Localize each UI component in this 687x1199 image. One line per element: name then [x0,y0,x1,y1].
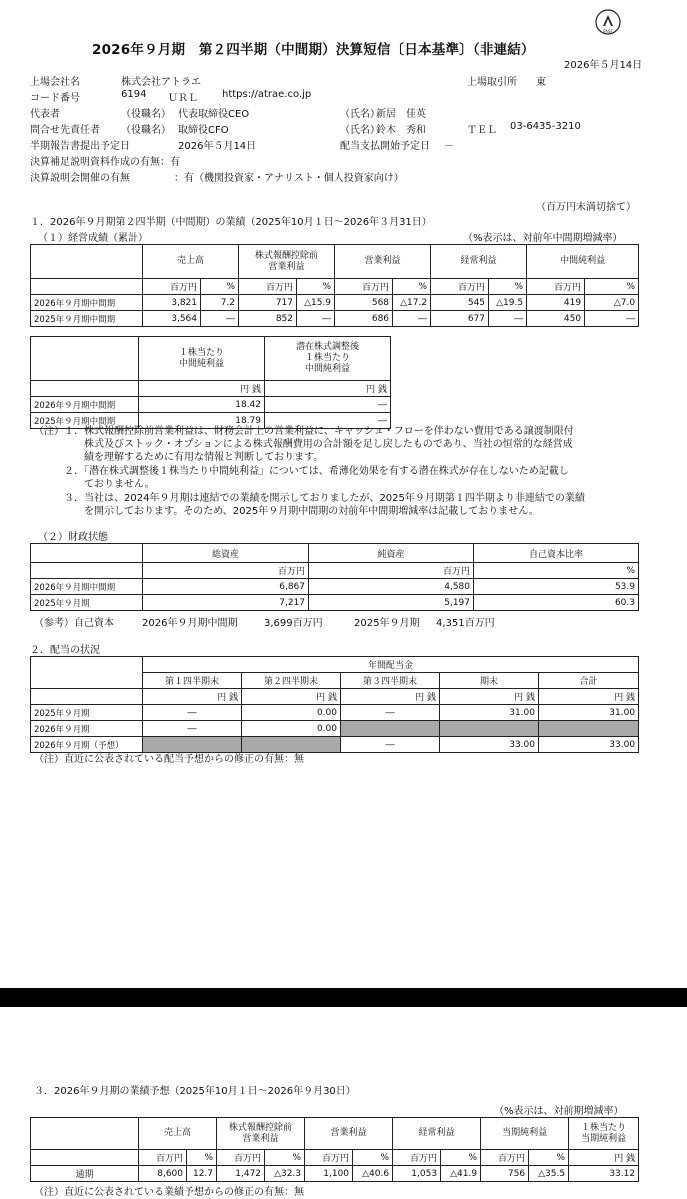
table-row: 2025年９月期 7,217 5,197 60.3 [31,595,639,611]
exchange-value: 東 [536,77,546,88]
table-row: 2026年９月期中間期 3,821 7.2 717 △15.9 568 △17.2 545 △19.5 419 △7.0 [31,295,639,311]
unit: 円 銭 [539,689,639,705]
header-sales: 売上高 [143,245,239,279]
unit: % [489,279,527,295]
note-line: ておりません。 [84,479,155,490]
header-q3: 第３四半期末 [341,673,440,689]
contact-label: 問合せ先責任者 [30,125,100,136]
unit: 百万円 [139,1150,187,1166]
unit: 百万円 [143,563,309,579]
unit: % [585,279,639,295]
header-op-income: 営業利益 [305,1118,393,1150]
header-pre-sbc-op: 株式報酬控除前 営業利益 [239,245,335,279]
note-line: ２．「潜在株式調整後１株当たり中間純利益」については、希薄化効果を有する潜在株式が存在しないため記載し [64,466,569,477]
header-eps: １株当たり 中間純利益 [139,337,265,381]
table-row: 通期 8,600 12.7 1,472 △32.3 1,100 △40.6 1,053 △41.9 756 △35.5 33.12 [31,1166,639,1182]
header-net-income: 中間純利益 [527,245,639,279]
briefing-value: ：有（機関投資家・アナリスト・個人投資家向け） [174,173,404,184]
header-ordinary-income: 経常利益 [393,1118,481,1150]
forecast-table [30,1117,639,1182]
financial-position-table [30,543,639,611]
note-line: ３．当社は、2024年９月期は連結での業績を開示しておりましたが、2025年９月期第１四半期より非連結での業績 [64,493,585,504]
section3-title: ３．2026年９月期の業績予想（2025年10月１日～2026年９月30日） [34,1086,356,1097]
section1-title: １．2026年９月期第２四半期（中間期）の業績（2025年10月１日～2026年３月31日） [30,217,432,228]
contact-title-value: 取締役CFO [178,125,229,136]
report-date: 2026年５月14日 [564,60,643,71]
table-row: 2025年９月期中間期 3,564 ― 852 ― 686 ― 677 ― 450 ― [31,311,639,327]
unit: 円 銭 [569,1150,639,1166]
contact-name-label: （氏名） [340,125,380,136]
company-value: 株式会社アトラエ [121,77,201,88]
header-total: 合計 [539,673,639,689]
unit: 百万円 [217,1150,265,1166]
header-year-end: 期末 [440,673,539,689]
rep-title-label: （役職名） [121,109,171,120]
header-net-assets: 純資産 [309,544,474,563]
unit: 百万円 [527,279,585,295]
header-eps: １株当たり 当期純利益 [569,1118,639,1150]
header-annual-dividend: 年間配当金 [143,657,639,673]
ref-label: （参考）自己資本 [34,618,114,629]
header-op-income: 営業利益 [335,245,431,279]
report-date-label: 半期報告書提出予定日 [30,141,130,152]
company-label: 上場会社名 [30,77,80,88]
unit: % [187,1150,217,1166]
dividend-start-value: － [444,141,454,152]
unit: 円 銭 [265,381,391,397]
section1-sub1-title: （１）経営成績（累計） [38,233,148,244]
unit: 円 銭 [440,689,539,705]
supplementary-label: 決算補足説明資料作成の有無：有 [30,157,180,168]
unit: % [201,279,239,295]
rep-label: 代表者 [30,109,60,120]
code-value: 6194 [121,89,147,100]
unit: % [441,1150,481,1166]
ref-b-label: 2025年９月期 [354,618,420,629]
section3-note-right: （%表示は、対前期増減率） [494,1106,624,1117]
table-row: 2026年９月期（予想） ― 33.00 33.00 [31,737,639,753]
page-title: 2026年９月期 第２四半期（中間期）決算短信〔日本基準〕（非連結） [92,42,535,58]
note-line: （注）１．株式報酬控除前営業利益は、財務会計上の営業利益に、キャッシュ・フローを伴わない費用である譲渡制限付 [34,426,574,437]
table-row: 2025年９月期 ― 0.00 ― 31.00 31.00 [31,705,639,721]
ref-a-label: 2026年９月期中間期 [142,618,238,629]
unit: 百万円 [393,1150,441,1166]
unit: % [353,1150,393,1166]
table-row: 2025年９月期中間期 18.79 ― [31,413,391,429]
table-row: 2026年９月期 ― 0.00 [31,721,639,737]
header-diluted-eps: 潜在株式調整後 １株当たり 中間純利益 [265,337,391,381]
unit: 円 銭 [139,381,265,397]
unit: 円 銭 [143,689,242,705]
header-q1: 第１四半期末 [143,673,242,689]
unit: 円 銭 [242,689,341,705]
unit: % [474,563,639,579]
contact-name-value: 鈴木 秀和 [376,125,426,136]
unit: 百万円 [481,1150,529,1166]
code-label: コード番号 [30,93,80,104]
rep-name-value: 新居 佳英 [376,109,426,120]
unit: 百万円 [143,279,201,295]
tel-label: ＴＥＬ [467,125,497,136]
rep-name-label: （氏名） [340,109,380,120]
section1-sub1-note: （%表示は、対前年中間期増減率） [463,233,623,244]
fasf-logo-icon [594,8,622,39]
header-blank [31,245,143,279]
table-row: 2026年９月期中間期 18.42 ― [31,397,391,413]
exchange-label: 上場取引所 [467,77,517,88]
unit: % [265,1150,305,1166]
eps-table [30,336,391,429]
note-line: 績を理解するために有用な情報と判断しております。 [84,452,324,463]
unit-note: （百万円未満切捨て） [536,202,636,213]
unit: 百万円 [309,563,474,579]
unit: 百万円 [239,279,297,295]
header-q2: 第２四半期末 [242,673,341,689]
unit: % [393,279,431,295]
tel-value: 03-6435-3210 [510,121,581,132]
unit: % [297,279,335,295]
url-link[interactable]: https://atrae.co.jp [222,89,312,100]
unit: 円 銭 [341,689,440,705]
header-net-income: 当期純利益 [481,1118,569,1150]
section3-note: （注）直近に公表されている業績予想からの修正の有無：無 [34,1187,304,1198]
operating-results-table [30,244,639,327]
url-label: ＵＲＬ [168,93,198,104]
header-sales: 売上高 [139,1118,217,1150]
header-total-assets: 総資産 [143,544,309,563]
unit: 百万円 [335,279,393,295]
unit: 百万円 [431,279,489,295]
dividend-table [30,656,639,753]
header-equity-ratio: 自己資本比率 [474,544,639,563]
report-date-value: 2026年５月14日 [178,141,257,152]
contact-title-label: （役職名） [121,125,171,136]
svg-text:FASF: FASF [603,29,613,34]
unit: % [529,1150,569,1166]
note-line: 株式及びストック・オプションによる株式報酬費用の合計額を足し戻したものであり、当社の恒常的な経営成 [84,439,573,450]
ref-a-value: 3,699百万円 [264,618,323,629]
unit: 百万円 [305,1150,353,1166]
note-line: を開示しております。そのため、2025年９月期中間期の対前年中間期増減率は記載しておりません。 [84,506,539,517]
dividend-start-label: 配当支払開始予定日 [340,141,430,152]
briefing-label: 決算説明会開催の有無 [30,173,130,184]
table-row: 2026年９月期中間期 6,867 4,580 53.9 [31,579,639,595]
page-separator [0,988,687,1007]
section1-sub2-title: （２）財政状態 [38,532,108,543]
ref-b-value: 4,351百万円 [436,618,495,629]
section2-note: （注）直近に公表されている配当予想からの修正の有無：無 [34,754,304,765]
rep-title-value: 代表取締役CEO [178,109,250,120]
header-pre-sbc-op: 株式報酬控除前 営業利益 [217,1118,305,1150]
section2-title: ２．配当の状況 [30,645,100,656]
header-ordinary-income: 経常利益 [431,245,527,279]
